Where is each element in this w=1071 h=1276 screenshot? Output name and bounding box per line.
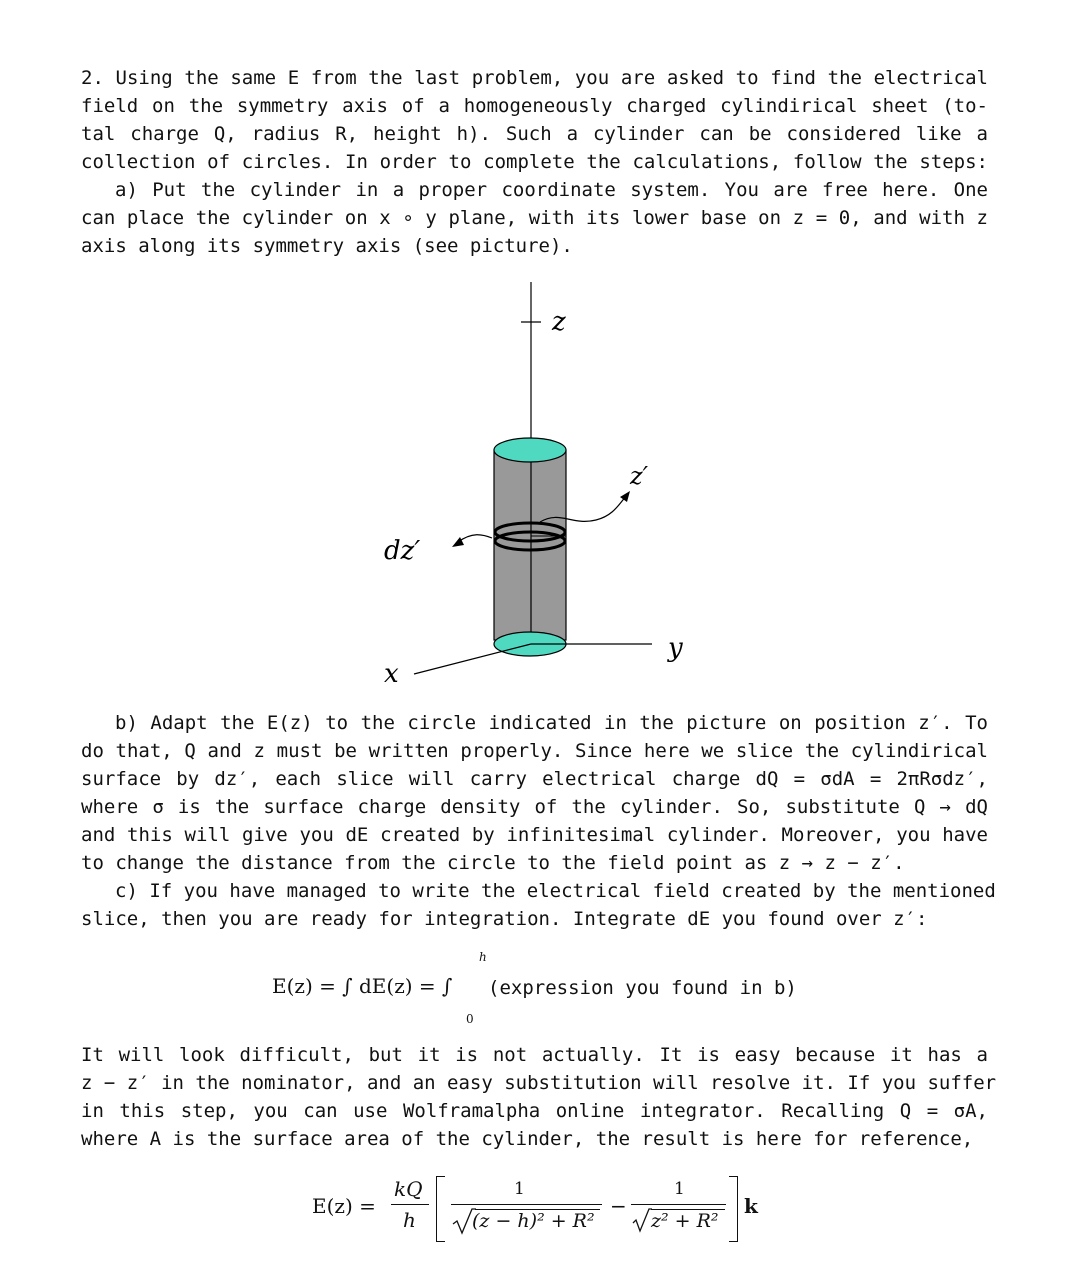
equation-1-rhs: (expression you found in b) — [488, 977, 797, 999]
equation-2-term2-denominator: z² + R² — [651, 1210, 719, 1232]
equation-2-right-bracket — [729, 1176, 738, 1242]
part-b-line-5: and this will give you dE created by infinitesimal cylinder. Moreover, you have — [81, 824, 988, 846]
equation-1-lower-limit: 0 — [466, 1012, 474, 1026]
x-axis-label: x — [384, 659, 399, 689]
part-a-line-2: can place the cylinder on x ∘ y plane, with its lower base on z = 0, and with z — [81, 207, 988, 229]
equation-2-term2-radical-icon — [632, 1207, 652, 1233]
closing-line-1: It will look difficult, but it is not actually. It is easy because it has a — [81, 1044, 988, 1066]
part-a-line-3: axis along its symmetry axis (see picture). — [81, 235, 573, 257]
part-b-line-3: surface by dz′, each slice will carry electrical charge dQ = σdA = 2πRσdz′, — [81, 768, 988, 790]
part-b-line-6: to change the distance from the circle to the field point as z → z − z′. — [81, 852, 905, 874]
equation-2-minus: − — [610, 1194, 627, 1218]
part-c-line-1: c) If you have managed to write the electrical field created by the mentioned — [115, 880, 996, 902]
part-c-line-2: slice, then you are ready for integration. Integrate dE you found over z′: — [81, 908, 928, 930]
cylinder-top-cap — [494, 438, 566, 462]
problem-line-3: tal charge Q, radius R, height h). Such a cylinder can be considered like a — [81, 123, 988, 145]
part-b-line-4: where σ is the surface charge density of the cylinder. So, substitute Q → dQ — [81, 796, 988, 818]
equation-2-frac-bar — [391, 1204, 429, 1205]
equation-1-lhs: E(z) = ∫ dE(z) = ∫ — [272, 974, 453, 998]
equation-2-term2-bar — [631, 1204, 726, 1205]
equation-1-upper-limit: h — [479, 950, 487, 964]
part-b-line-1: b) Adapt the E(z) to the circle indicated in the picture on position z′. To — [115, 712, 988, 734]
equation-2-term1-denominator: (z − h)² + R² — [472, 1210, 595, 1232]
zprime-arrowhead — [620, 491, 630, 502]
equation-2-lhs: E(z) = — [312, 1194, 376, 1218]
x-axis — [414, 644, 531, 674]
problem-line-4: collection of circles. In order to complete the calculations, follow the steps: — [81, 151, 988, 173]
part-b-line-2: do that, Q and z must be written properly. Since here we slice the cylindirical — [81, 740, 988, 762]
equation-2-kq: kQ — [394, 1177, 423, 1201]
closing-line-3: in this step, you can use Wolframalpha online integrator. Recalling Q = σA, — [81, 1100, 988, 1122]
equation-2-term1-bar — [451, 1204, 602, 1205]
closing-line-4: where A is the surface area of the cylinder, the result is here for reference, — [81, 1128, 974, 1150]
cylinder-body — [494, 450, 566, 640]
equation-2-term2-numerator: 1 — [674, 1179, 685, 1199]
equation-2-unit-vector: k — [744, 1194, 758, 1218]
problem-line-2: field on the symmetry axis of a homogeneously charged cylindirical sheet (to- — [81, 95, 988, 117]
z-axis-label: z — [552, 307, 566, 337]
equation-2-left-bracket — [436, 1176, 445, 1242]
closing-line-2: z − z′ in the nominator, and an easy substitution will resolve it. If you suffer — [81, 1072, 997, 1094]
dz-pointer — [458, 535, 492, 542]
y-axis-label: y — [668, 633, 683, 663]
dz-arrowhead — [452, 537, 464, 547]
cylinder-figure — [0, 270, 1071, 700]
equation-2-h: h — [403, 1208, 416, 1232]
equation-2-term1-numerator: 1 — [514, 1179, 525, 1199]
zprime-label: z′ — [630, 462, 649, 490]
part-a-line-1: a) Put the cylinder in a proper coordinate system. You are free here. One — [115, 179, 988, 201]
dz-label: dz′ — [384, 536, 421, 566]
problem-line-1: 2. Using the same E from the last problem, you are asked to find the electrical — [81, 67, 988, 89]
